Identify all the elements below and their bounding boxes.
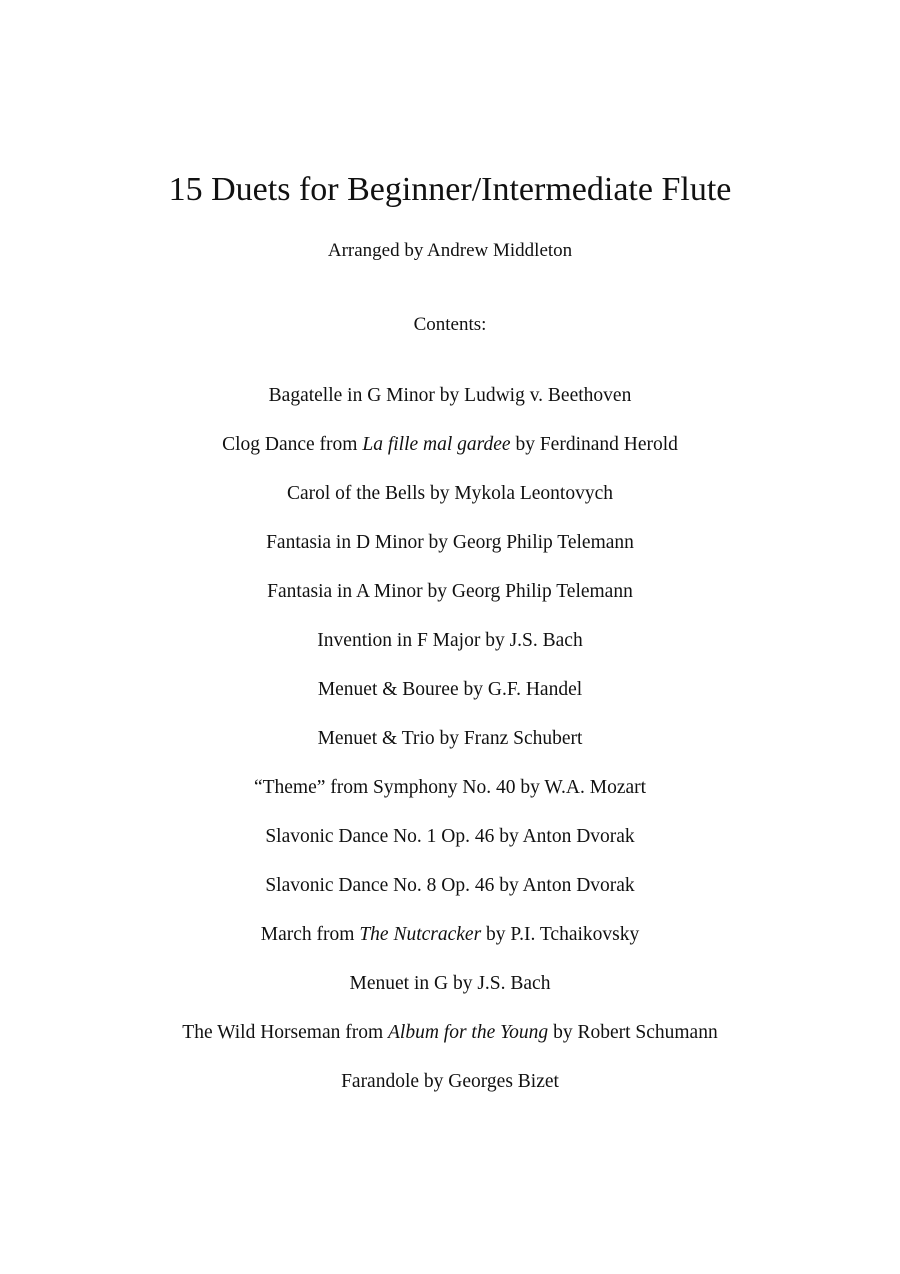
- contents-item-text: Slavonic Dance No. 1 Op. 46 by Anton Dvorak: [265, 826, 635, 847]
- contents-item: [0, 1068, 900, 1117]
- contents-item-text: Menuet in G by J.S. Bach: [349, 973, 551, 994]
- contents-item: [0, 578, 900, 627]
- contents-item: [0, 921, 900, 970]
- contents-item-text: March from: [260, 924, 360, 945]
- contents-item-text: Invention in F Major by J.S. Bach: [317, 630, 583, 651]
- contents-item-work-title: Album for the Young: [388, 1022, 549, 1043]
- contents-item: [0, 1019, 900, 1068]
- contents-item-text: Bagatelle in G Minor by Ludwig v. Beethoven: [268, 385, 632, 406]
- contents-item: [0, 823, 900, 872]
- contents-item-text: Menuet & Bouree by G.F. Handel: [317, 679, 583, 700]
- contents-item-text: Menuet & Trio by Franz Schubert: [317, 728, 583, 749]
- contents-item-text: Farandole by Georges Bizet: [341, 1071, 559, 1092]
- contents-item-text: Carol of the Bells by Mykola Leontovych: [286, 483, 614, 504]
- contents-item: [0, 627, 900, 676]
- contents-item-text: by P.I. Tchaikovsky: [481, 924, 640, 945]
- contents-heading: Contents:: [413, 314, 487, 335]
- contents-item-work-title: The Nutcracker: [359, 924, 482, 945]
- contents-item: [0, 676, 900, 725]
- contents-item: [0, 529, 900, 578]
- document-title: 15 Duets for Beginner/Intermediate Flute: [168, 171, 732, 208]
- contents-item-text: “Theme” from Symphony No. 40 by W.A. Mozart: [253, 777, 647, 798]
- contents-item: [0, 774, 900, 823]
- contents-item-text: by Ferdinand Herold: [510, 434, 678, 455]
- contents-item-work-title: La fille mal gardee: [362, 434, 511, 455]
- contents-item-text: by Robert Schumann: [548, 1022, 718, 1043]
- contents-item: [0, 725, 900, 774]
- contents-item: [0, 431, 900, 480]
- contents-item: [0, 382, 900, 431]
- contents-item: [0, 480, 900, 529]
- contents-list: [0, 382, 900, 1117]
- contents-item-text: Fantasia in A Minor by Georg Philip Telemann: [267, 581, 633, 602]
- contents-item: [0, 970, 900, 1019]
- arranger-credit: Arranged by Andrew Middleton: [327, 240, 573, 261]
- contents-item-text: Slavonic Dance No. 8 Op. 46 by Anton Dvorak: [265, 875, 635, 896]
- contents-item: [0, 872, 900, 921]
- contents-item-text: Fantasia in D Minor by Georg Philip Telemann: [266, 532, 634, 553]
- contents-item-text: Clog Dance from: [222, 434, 363, 455]
- contents-item-text: The Wild Horseman from: [182, 1022, 389, 1043]
